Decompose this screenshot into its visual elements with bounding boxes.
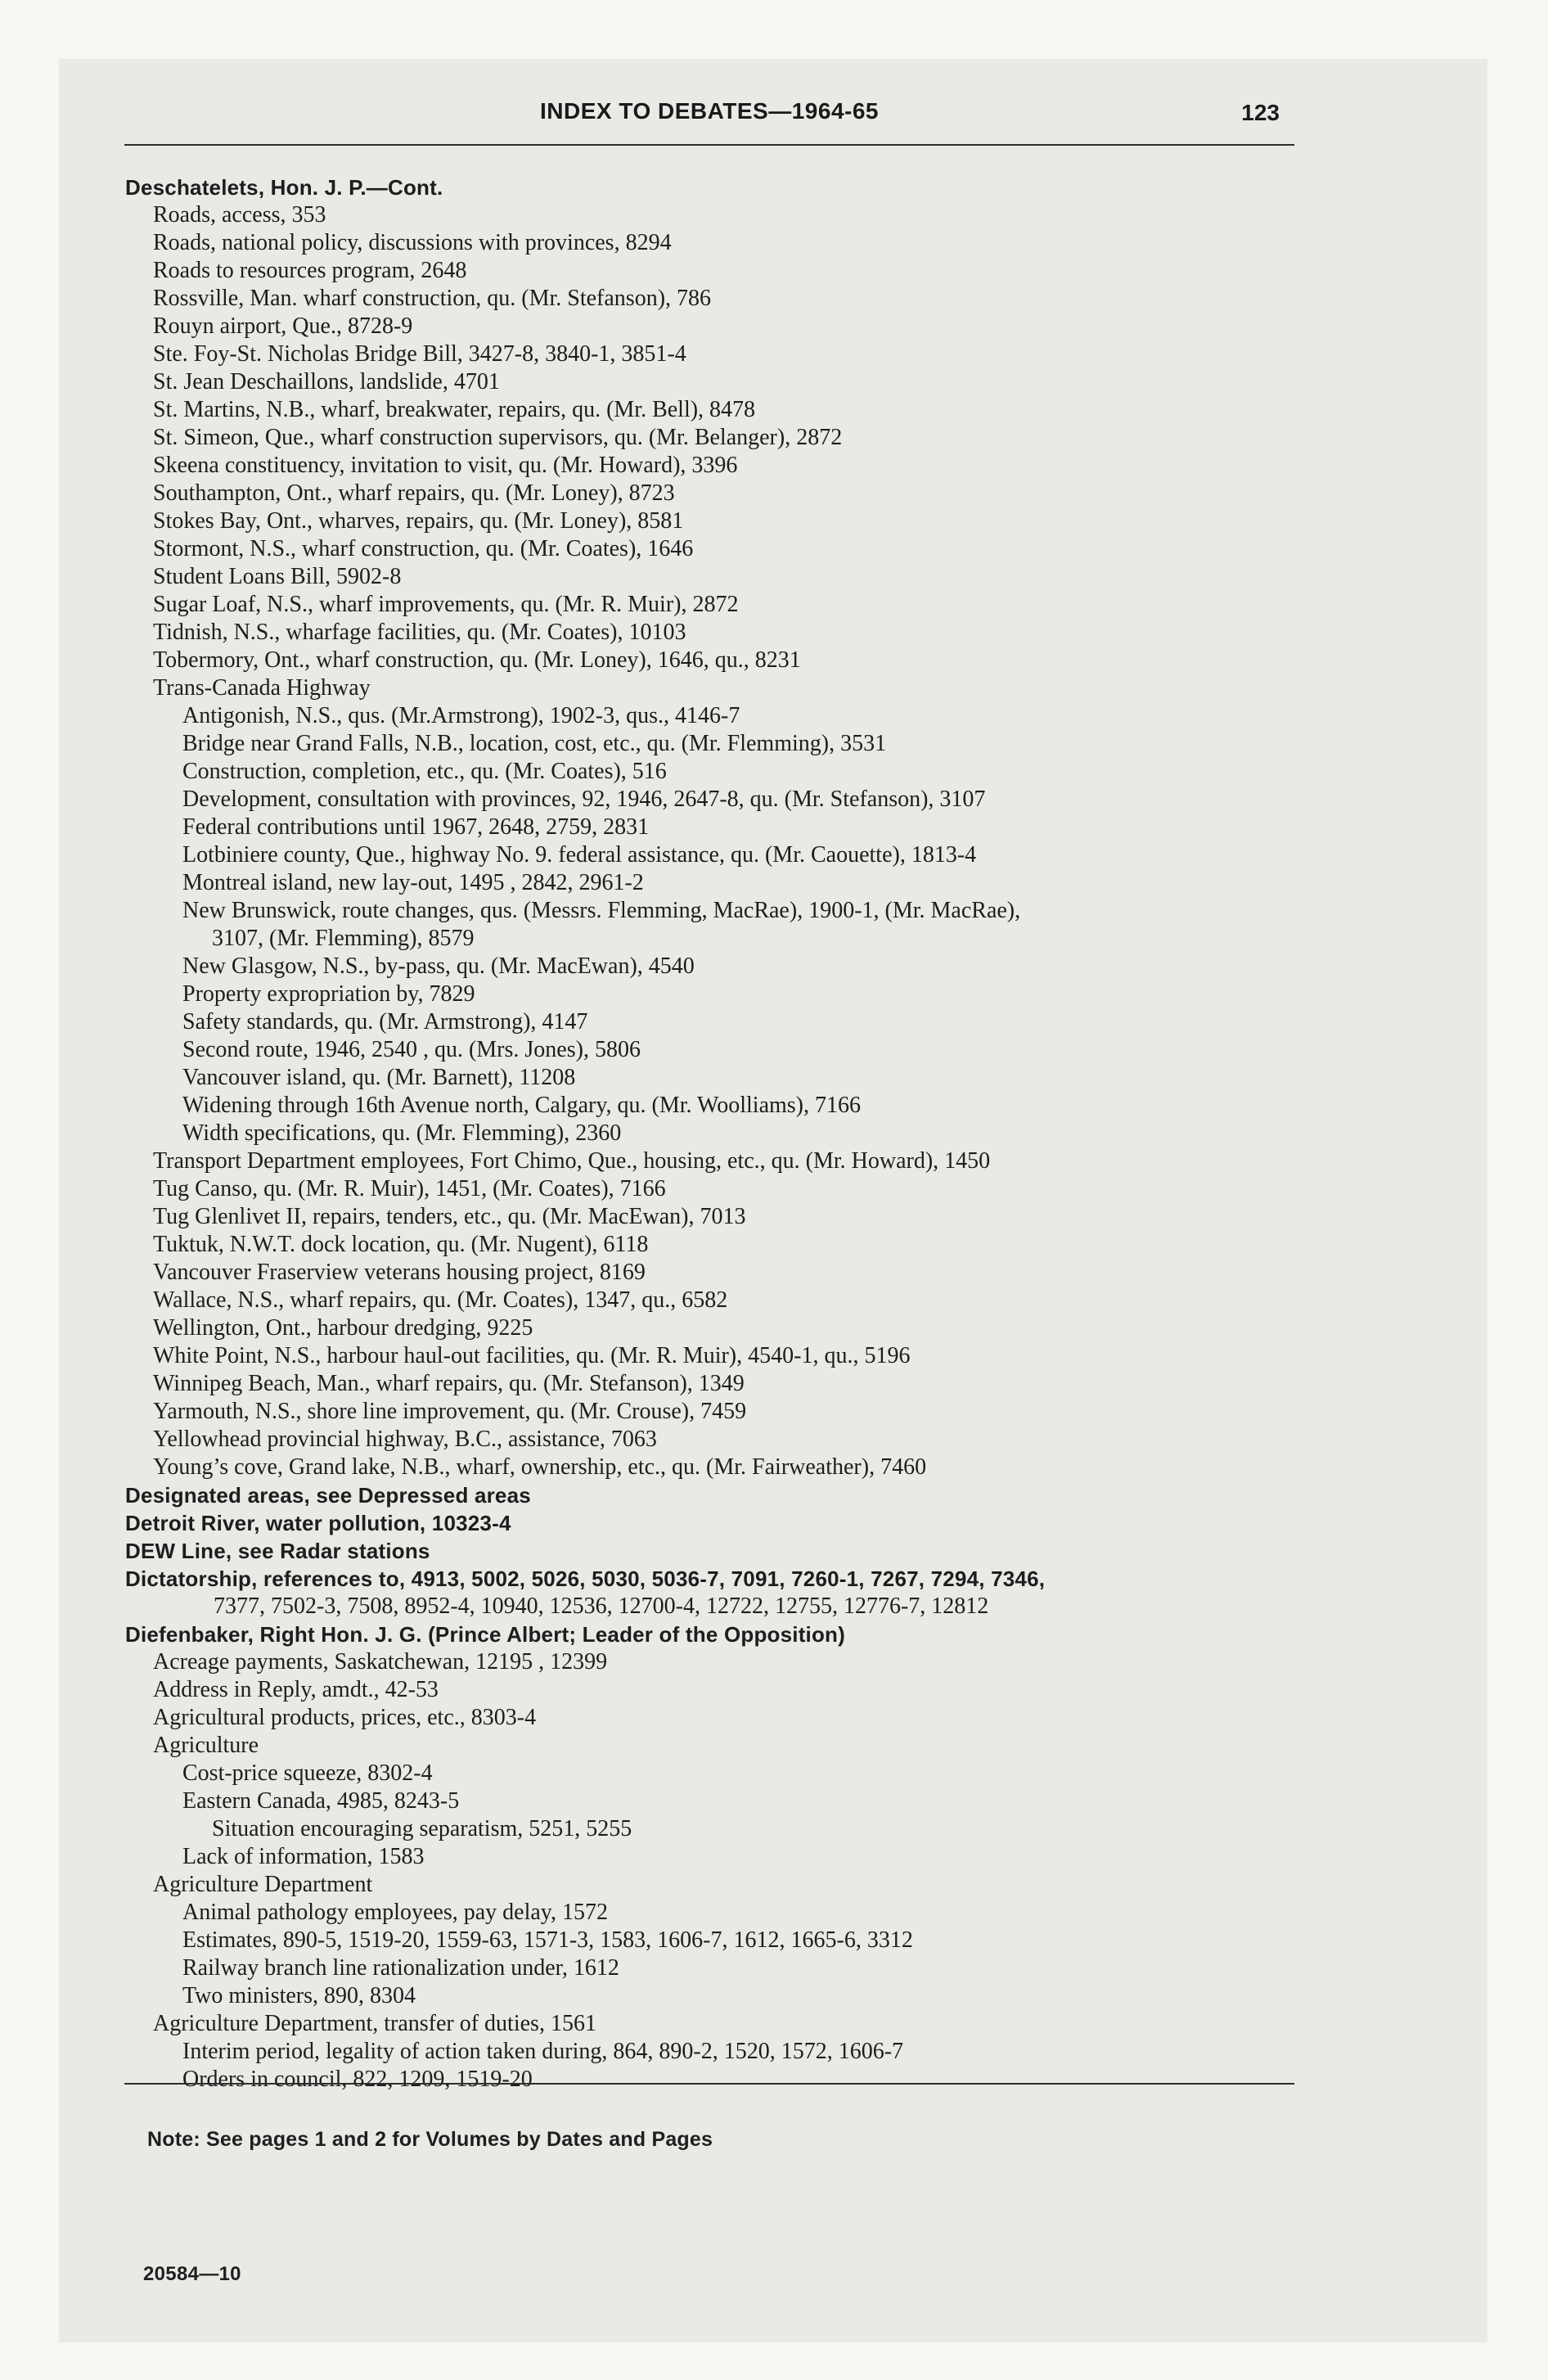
index-entry: Agricultural products, prices, etc., 8303-4 (153, 1705, 537, 1730)
index-entry: Tug Glenlivet II, repairs, tenders, etc., qu. (Mr. MacEwan), 7013 (153, 1204, 746, 1229)
index-entry: Tug Canso, qu. (Mr. R. Muir), 1451, (Mr. Coates), 7166 (153, 1176, 666, 1201)
index-entry: Tuktuk, N.W.T. dock location, qu. (Mr. Nugent), 6118 (153, 1232, 649, 1257)
index-subentry: Widening through 16th Avenue north, Calgary, qu. (Mr. Woolliams), 7166 (182, 1093, 861, 1118)
index-subentry: Eastern Canada, 4985, 8243-5 (182, 1788, 460, 1814)
volume-note: Note: See pages 1 and 2 for Volumes by Dates and Pages (147, 2128, 713, 2151)
index-entry: Wellington, Ont., harbour dredging, 9225 (153, 1315, 533, 1341)
index-subentry: Lotbiniere county, Que., highway No. 9. federal assistance, qu. (Mr. Caouette), 1813-4 (182, 842, 977, 868)
page-header (124, 92, 1294, 131)
index-subentry: Safety standards, qu. (Mr. Armstrong), 4147 (182, 1009, 588, 1034)
index-subentry: Antigonish, N.S., qus. (Mr.Armstrong), 1902-3, qus., 4146-7 (182, 703, 740, 728)
index-subentry: Development, consultation with provinces, 92, 1946, 2647-8, qu. (Mr. Stefanson), 3107 (182, 787, 986, 812)
index-entry: Tidnish, N.S., wharfage facilities, qu. (Mr. Coates), 10103 (153, 620, 686, 645)
index-subentry: Vancouver island, qu. (Mr. Barnett), 11208 (182, 1065, 576, 1090)
bottom-divider (124, 2083, 1294, 2085)
index-entry: Wallace, N.S., wharf repairs, qu. (Mr. Coates), 1347, qu., 6582 (153, 1287, 728, 1313)
index-entry: Transport Department employees, Fort Chimo, Que., housing, etc., qu. (Mr. Howard), 1450 (153, 1148, 991, 1174)
index-entry-heading: DEW Line, see Radar stations (125, 1539, 430, 1563)
index-entry: Young’s cove, Grand lake, N.B., wharf, ownership, etc., qu. (Mr. Fairweather), 7460 (153, 1454, 927, 1480)
index-subentry: Cost-price squeeze, 8302-4 (182, 1760, 433, 1786)
index-entry: Agriculture (153, 1733, 259, 1758)
index-entry: Yarmouth, N.S., shore line improvement, qu. (Mr. Crouse), 7459 (153, 1399, 747, 1424)
index-entry: Southampton, Ont., wharf repairs, qu. (Mr. Loney), 8723 (153, 480, 675, 506)
index-entry-heading: Dictatorship, references to, 4913, 5002, 5026, 5030, 5036-7, 7091, 7260-1, 7267, 7294, 7346, (125, 1566, 1046, 1591)
index-entry: Stormont, N.S., wharf construction, qu. (Mr. Coates), 1646 (153, 536, 694, 561)
index-entry: Roads, national policy, discussions with provinces, 8294 (153, 230, 672, 255)
index-subentry: Construction, completion, etc., qu. (Mr. Coates), 516 (182, 759, 667, 784)
page-number: 123 (1241, 100, 1280, 125)
index-entry: Trans-Canada Highway (153, 675, 371, 701)
index-subentry: Estimates, 890-5, 1519-20, 1559-63, 1571-3, 1583, 1606-7, 1612, 1665-6, 3312 (182, 1927, 913, 1953)
index-entry: St. Jean Deschaillons, landslide, 4701 (153, 369, 500, 394)
index-entry: Acreage payments, Saskatchewan, 12195 , 12399 (153, 1649, 608, 1675)
index-entry: Rossville, Man. wharf construction, qu. (Mr. Stefanson), 786 (153, 286, 712, 311)
index-entry: Sugar Loaf, N.S., wharf improvements, qu. (Mr. R. Muir), 2872 (153, 592, 739, 617)
index-entry: Tobermory, Ont., wharf construction, qu. (Mr. Loney), 1646, qu., 8231 (153, 647, 801, 673)
index-subentry: Lack of information, 1583 (182, 1844, 425, 1869)
index-subentry: Federal contributions until 1967, 2648, 2759, 2831 (182, 814, 650, 840)
page-title: INDEX TO DEBATES—1964-65 (540, 98, 879, 124)
index-subentry: Two ministers, 890, 8304 (182, 1983, 416, 2008)
index-entry: Student Loans Bill, 5902-8 (153, 564, 402, 589)
index-subentry: Montreal island, new lay-out, 1495 , 2842, 2961-2 (182, 870, 644, 895)
top-divider (124, 144, 1294, 146)
index-entry: Vancouver Fraserview veterans housing project, 8169 (153, 1260, 646, 1285)
index-entry: Rouyn airport, Que., 8728-9 (153, 313, 413, 339)
index-entry: Roads to resources program, 2648 (153, 258, 467, 283)
index-entry-heading: Deschatelets, Hon. J. P.—Cont. (125, 175, 443, 200)
footer-code: 20584—10 (143, 2263, 241, 2285)
index-entry: White Point, N.S., harbour haul-out facilities, qu. (Mr. R. Muir), 4540-1, qu., 5196 (153, 1343, 911, 1368)
index-subentry: Bridge near Grand Falls, N.B., location, cost, etc., qu. (Mr. Flemming), 3531 (182, 731, 887, 756)
index-subentry: Animal pathology employees, pay delay, 1572 (182, 1900, 608, 1925)
index-continuation: 3107, (Mr. Flemming), 8579 (212, 926, 475, 951)
index-subentry: Width specifications, qu. (Mr. Flemming), 2360 (182, 1120, 622, 1146)
index-subentry: Interim period, legality of action taken during, 864, 890-2, 1520, 1572, 1606-7 (182, 2039, 904, 2064)
index-entry: Agriculture Department, transfer of duties, 1561 (153, 2011, 596, 2036)
index-entries (125, 174, 1312, 2094)
index-entry: St. Simeon, Que., wharf construction supervisors, qu. (Mr. Belanger), 2872 (153, 425, 843, 450)
index-entry: Stokes Bay, Ont., wharves, repairs, qu. (Mr. Loney), 8581 (153, 508, 684, 534)
index-subentry: Railway branch line rationalization under, 1612 (182, 1955, 619, 1981)
index-entry: Ste. Foy-St. Nicholas Bridge Bill, 3427-8, 3840-1, 3851-4 (153, 341, 686, 367)
index-subentry: Orders in council, 822, 1209, 1519-20 (182, 2067, 533, 2092)
index-subentry: New Glasgow, N.S., by-pass, qu. (Mr. MacEwan), 4540 (182, 953, 695, 979)
index-entry-heading: Designated areas, see Depressed areas (125, 1483, 531, 1508)
index-entry: Roads, access, 353 (153, 202, 326, 228)
index-entry: Skeena constituency, invitation to visit, qu. (Mr. Howard), 3396 (153, 453, 738, 478)
index-entry: Yellowhead provincial highway, B.C., assistance, 7063 (153, 1427, 657, 1452)
index-entry: Winnipeg Beach, Man., wharf repairs, qu. (Mr. Stefanson), 1349 (153, 1371, 745, 1396)
index-entry-heading: Detroit River, water pollution, 10323-4 (125, 1511, 511, 1535)
index-entry: Agriculture Department (153, 1872, 373, 1897)
index-subentry: Property expropriation by, 7829 (182, 981, 475, 1007)
index-subsubentry: Situation encouraging separatism, 5251, 5255 (212, 1816, 632, 1841)
index-subentry: Second route, 1946, 2540 , qu. (Mrs. Jones), 5806 (182, 1037, 641, 1062)
index-entry: Address in Reply, amdt., 42-53 (153, 1677, 439, 1702)
index-entry: St. Martins, N.B., wharf, breakwater, repairs, qu. (Mr. Bell), 8478 (153, 397, 756, 422)
index-entry-heading: Diefenbaker, Right Hon. J. G. (Prince Albert; Leader of the Opposition) (125, 1622, 845, 1647)
index-subentry: New Brunswick, route changes, qus. (Messrs. Flemming, MacRae), 1900-1, (Mr. MacRae), (182, 898, 1021, 923)
index-continuation: 7377, 7502-3, 7508, 8952-4, 10940, 12536, 12700-4, 12722, 12755, 12776-7, 12812 (214, 1593, 989, 1619)
